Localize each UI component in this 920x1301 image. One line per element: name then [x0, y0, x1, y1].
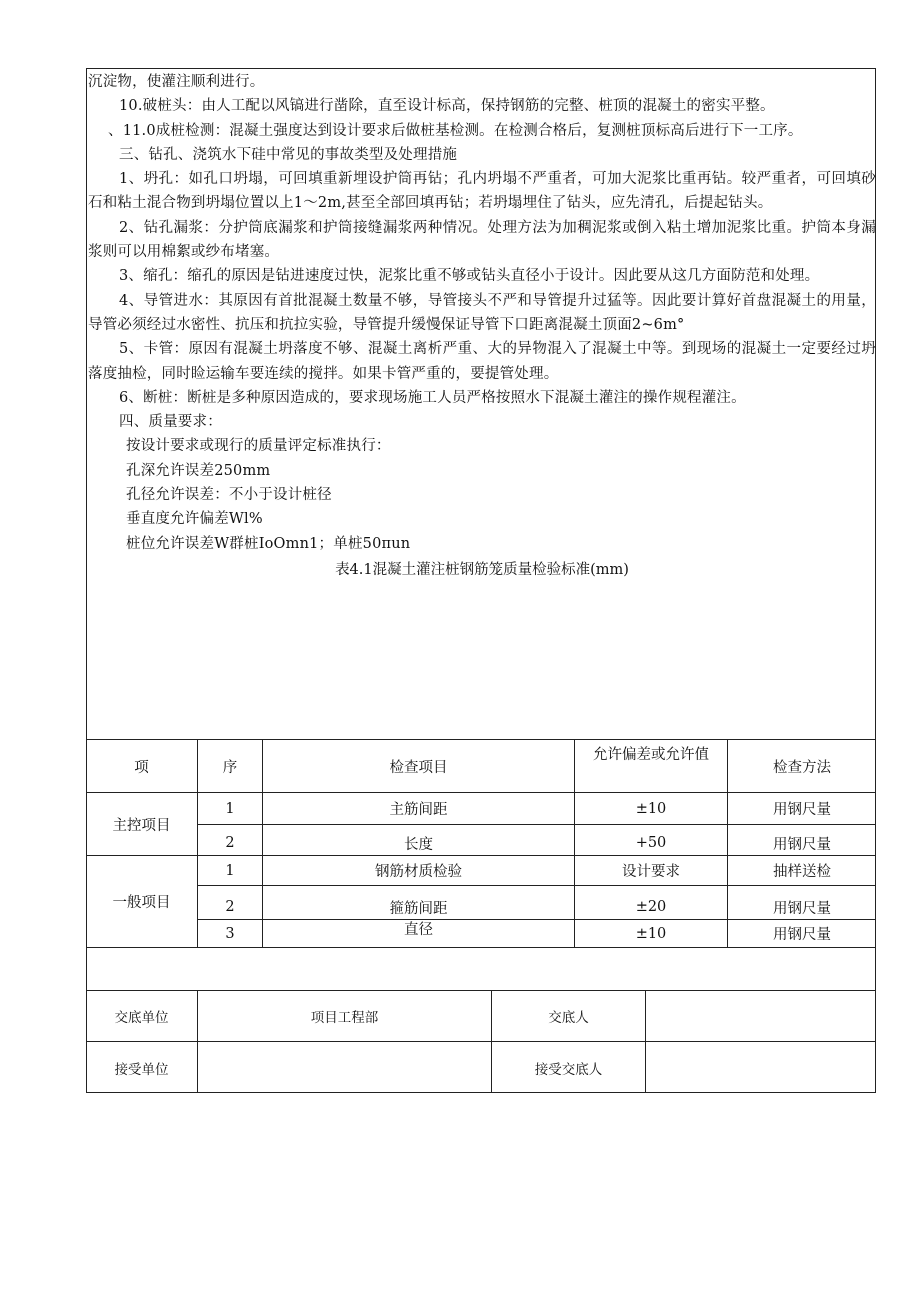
tolerance-cell: +50 [635, 835, 667, 851]
seq-cell: 3 [225, 925, 235, 942]
method-cell: 用钢尺量 [773, 836, 831, 853]
paragraph: 4、导管进水：其原因有首批混凝土数量不够，导管接头不严和导管提升过猛等。因此要计算好首盘混凝土的用量，导管必须经过水密性、抗压和抗拉实验，导管提升缓慢保证导管下口距离混凝土顶面2~6m° [88, 292, 876, 333]
paragraph: 、11.0成桩检测：混凝土强度达到设计要求后做桩基检测。在检测合格后，复测桩顶标高后进行下一工序。 [108, 122, 803, 139]
header-cell: 项 [134, 759, 149, 776]
seq-cell: 2 [225, 835, 235, 851]
list-item: 孔径允许误差：不小于设计桩径 [126, 487, 332, 504]
paragraph: 1、坍孔：如孔口坍塌，可回填重新埋设护筒再钻；孔内坍塌不严重者，可加大泥浆比重再钻。较严重者，可回填砂石和粘土混合物到坍塌位置以上1～2m,甚至全部回填再钻；若坍塌埋住了钻头，应先清孔，后提起钻头。 [88, 171, 876, 212]
item-cell: 长度 [404, 836, 433, 853]
tolerance-cell: ±10 [635, 925, 667, 942]
section-heading: 四、质量要求： [119, 414, 222, 431]
receiving-unit-label: 接受单位 [114, 1061, 169, 1078]
paragraph: 3、缩孔：缩孔的原因是钻进速度过快，泥浆比重不够或钻头直径小于设计。因此要从这几方面防范和处理。 [119, 268, 820, 285]
header-cell: 允许偏差或允许值 [593, 746, 709, 763]
seq-cell: 2 [225, 899, 235, 915]
section-heading: 三、钻孔、浇筑水下硅中常见的事故类型及处理措施 [119, 146, 458, 163]
table-line [86, 947, 876, 948]
group-label: 主控项目 [112, 817, 171, 834]
list-item: 孔深允许误差250mm [126, 462, 271, 479]
method-cell: 抽样送检 [773, 864, 831, 880]
receiving-unit-value [198, 1042, 491, 1093]
table-caption: 表4.1混凝土灌注桩钢筋笼质量检验标准(mm) [335, 561, 629, 578]
table-line [197, 885, 876, 886]
paragraph: 10.破桩头：由人工配以风镐进行凿除，直至设计标高，保持钢筋的完整、桩顶的混凝土的密实平整。 [119, 98, 775, 115]
tolerance-cell: ±10 [635, 800, 667, 817]
body-text [88, 70, 876, 597]
list-item: 垂直度允许偏差Wl% [126, 511, 263, 528]
paragraph: 2、钻孔漏浆：分护筒底漏浆和护筒接缝漏浆两种情况。处理方法为加稠泥浆或倒入粘土增加泥浆比重。护筒本身漏浆则可以用棉絮或纱布堵塞。 [88, 219, 876, 261]
method-cell: 用钢尺量 [773, 927, 831, 943]
handover-person-value [646, 991, 876, 1041]
item-cell: 直径 [404, 922, 433, 938]
list-item: 桩位允许误差W群桩IoOmn1；单桩50πun [126, 535, 411, 552]
receiving-person-label: 接受交底人 [534, 1061, 603, 1078]
handover-person-label: 交底人 [548, 1010, 589, 1026]
receiving-person-value [646, 1042, 876, 1093]
tolerance-cell: 设计要求 [622, 864, 680, 880]
item-cell: 主筋间距 [389, 802, 448, 818]
paragraph: 6、断桩：断桩是多种原因造成的，要求现场施工人员严格按照水下混凝土灌注的操作规程灌注。 [119, 389, 746, 406]
paragraph: 沉淀物，使灌注顺利进行。 [88, 74, 265, 90]
seq-cell: 1 [225, 800, 235, 817]
paragraph: 5、卡管：原因有混凝土坍落度不够、混凝土离析严重、大的异物混入了混凝土中等。到现场的混凝土一定要经过坍落度抽检，同时睑运输车要连续的搅拌。如果卡管严重的，要提管处理。 [88, 341, 876, 382]
method-cell: 用钢尺量 [773, 900, 831, 917]
list-item: 按设计要求或现行的质量评定标准执行： [126, 438, 391, 455]
tolerance-cell: ±20 [635, 899, 667, 915]
table-line [197, 824, 876, 825]
item-cell: 钢筋材质检验 [375, 864, 462, 880]
item-cell: 箍筋间距 [389, 900, 448, 917]
header-cell: 序 [222, 759, 238, 776]
header-cell: 检查方法 [773, 759, 831, 776]
handover-unit-label: 交底单位 [114, 1010, 169, 1026]
method-cell: 用钢尺量 [773, 802, 831, 818]
seq-cell: 1 [225, 862, 235, 879]
handover-unit-value: 项目工程部 [310, 1010, 379, 1026]
group-label: 一般项目 [112, 895, 171, 911]
header-cell: 检查项目 [389, 759, 448, 776]
